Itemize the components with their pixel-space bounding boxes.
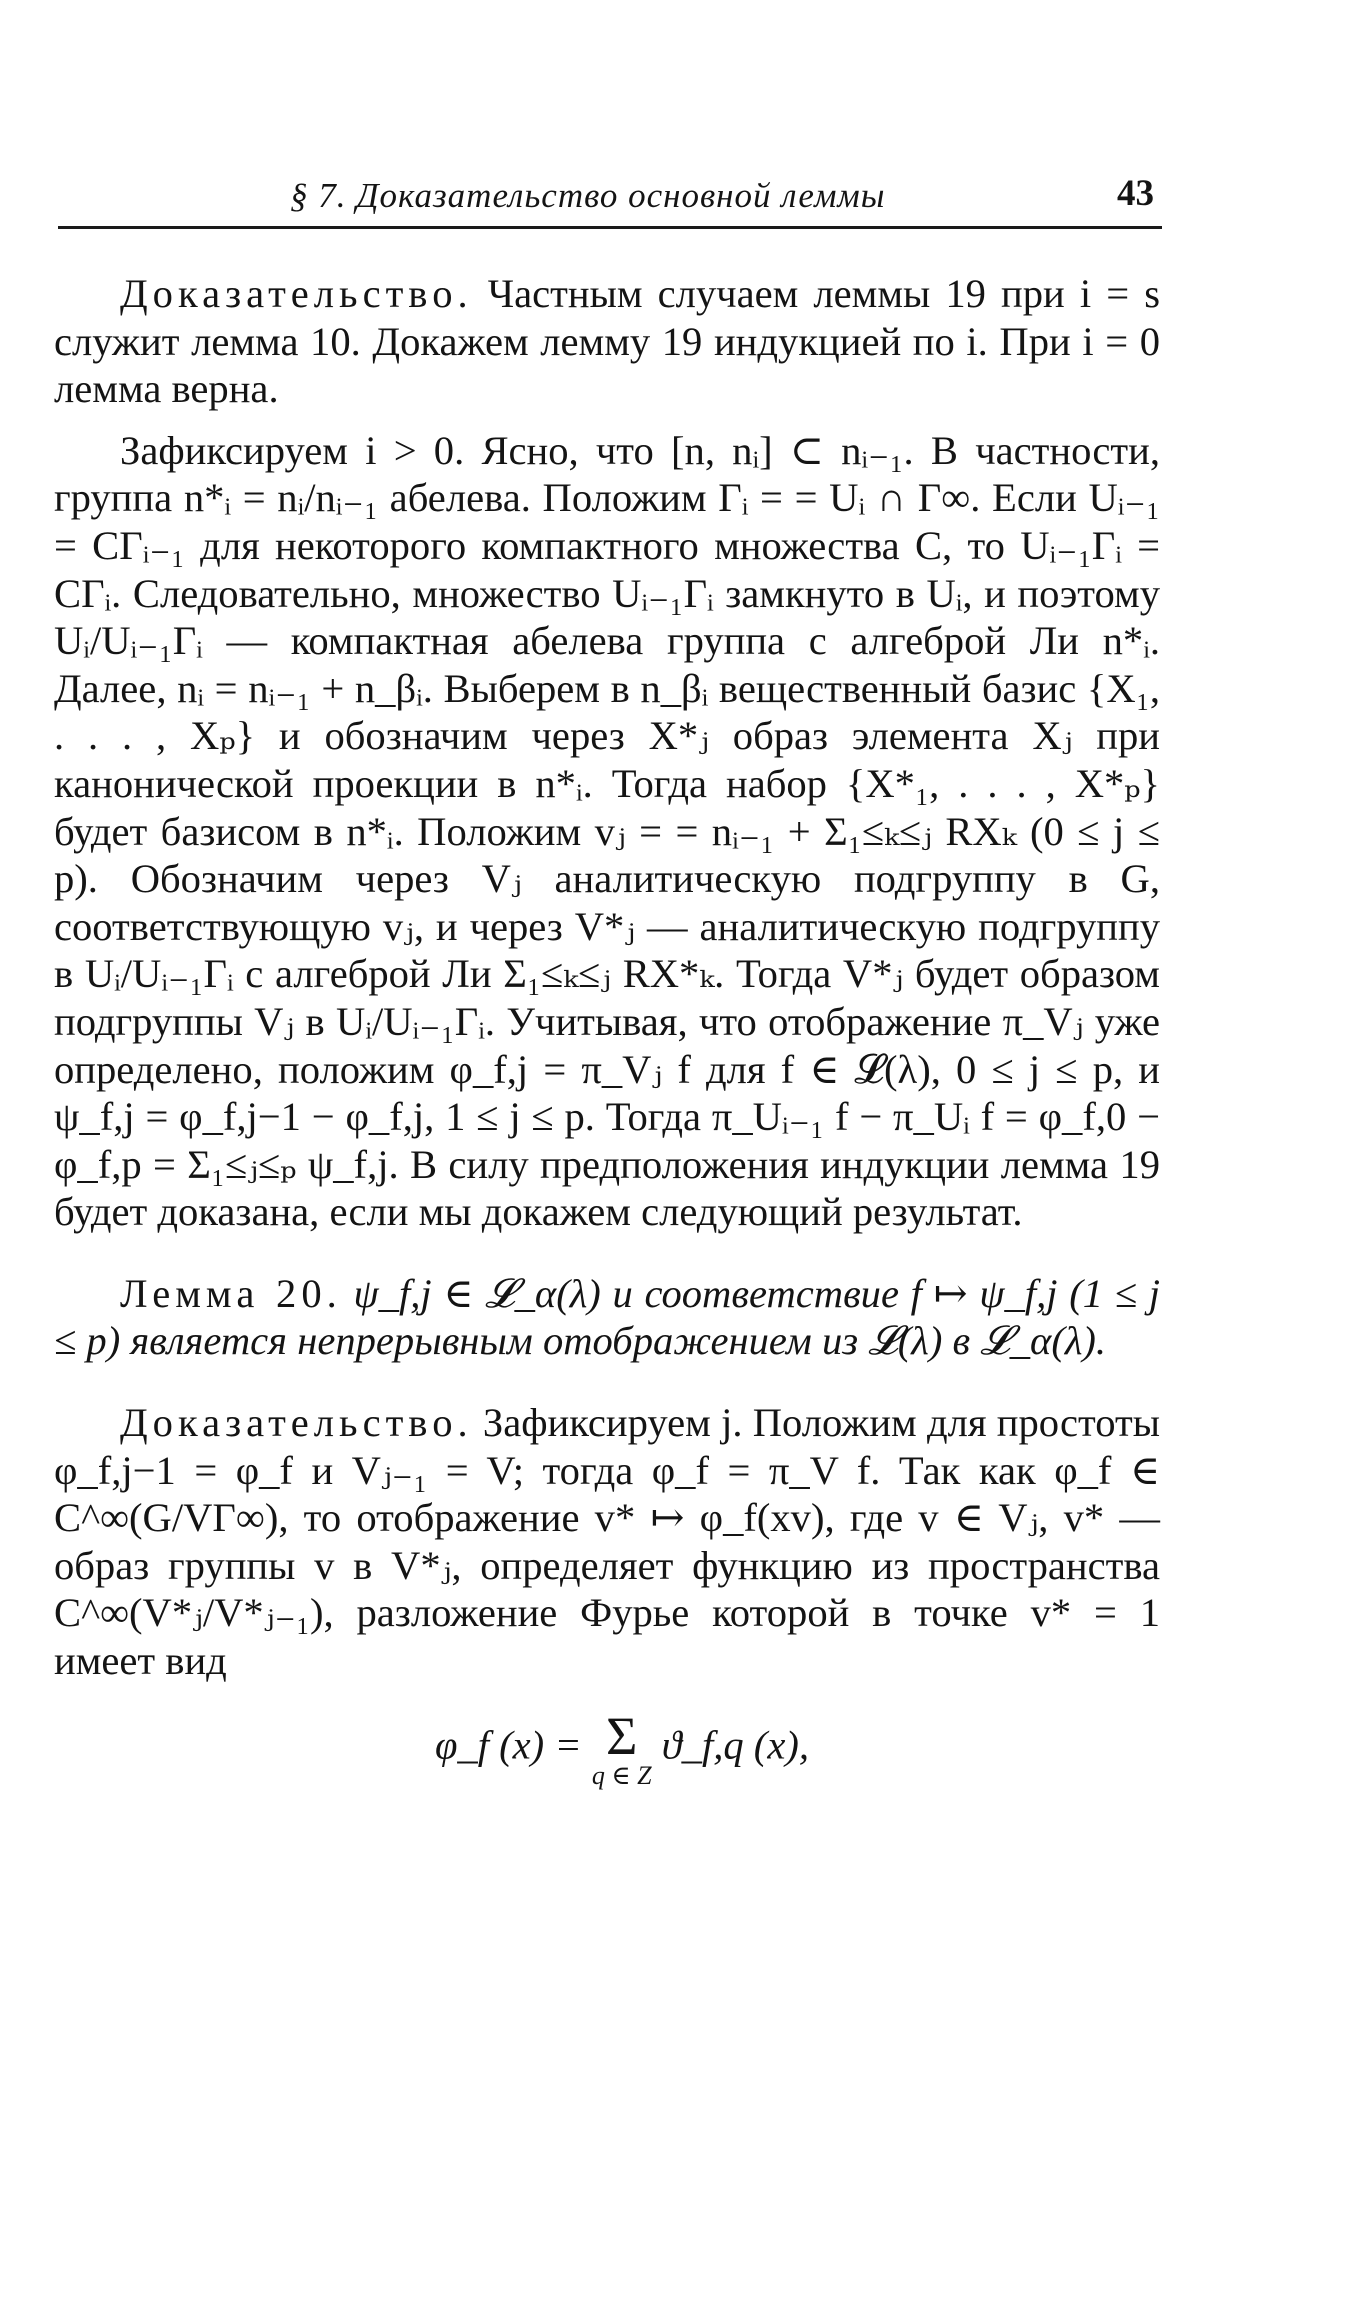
page-body xyxy=(54,270,1160,1789)
fourier-expansion-formula xyxy=(54,1705,1160,1790)
paragraph-text: Зафиксируем i > 0. Ясно, что [n, nᵢ] ⊂ nᵢ₋₁. В частности, группа n*ᵢ = nᵢ/nᵢ₋₁ абелева. Положим Γᵢ = = Uᵢ ∩ Γ∞. Если Uᵢ₋₁ = CΓᵢ₋₁ для некоторого компактного множества C, то Uᵢ₋₁Γᵢ = CΓᵢ. Следовательно, множество Uᵢ₋₁Γᵢ замкнуто в Uᵢ, и поэтому Uᵢ/Uᵢ₋₁Γᵢ — компактная абелева группа с алгеброй Ли n*ᵢ. Далее, nᵢ = nᵢ₋₁ + n_βᵢ. Выберем в n_βᵢ вещественный базис {X₁, . . . , Xₚ} и обозначим через X*ⱼ образ элемента Xⱼ при канонической проекции в n*ᵢ. Тогда набор {X*₁, . . . , X*ₚ} будет базисом в n*ᵢ. Положим vⱼ = = nᵢ₋₁ + Σ₁≤ₖ≤ⱼ RXₖ (0 ≤ j ≤ p). Обозначим через Vⱼ аналитическую подгруппу в G, соответствующую vⱼ, и через V*ⱼ — аналитическую подгруппу в Uᵢ/Uᵢ₋₁Γᵢ с алгеброй Ли Σ₁≤ₖ≤ⱼ RX*ₖ. Тогда V*ⱼ будет образом подгруппы Vⱼ в Uᵢ/Uᵢ₋₁Γᵢ. Учитывая, что отображение π_Vⱼ уже определено, положим φ_f,j = π_Vⱼ f для f ∈ 𝓛(λ), 0 ≤ j ≤ p, и ψ_f,j = φ_f,j−1 − φ_f,j, 1 ≤ j ≤ p. Тогда π_Uᵢ₋₁ f − π_Uᵢ f = φ_f,0 − φ_f,p = Σ₁≤ⱼ≤ₚ ψ_f,j. В силу предположения индукции лемма 19 будет доказана, если мы докажем следующий результат. xyxy=(54,427,1160,1235)
lemma-20-statement xyxy=(54,1270,1160,1365)
paragraph-proof-lemma-20 xyxy=(54,1399,1160,1685)
paragraph-proof-lemma-19 xyxy=(54,270,1160,413)
sum-index: q ∈ Z xyxy=(591,1760,652,1790)
proof-lead: Доказательство. xyxy=(120,1400,473,1446)
sum-sign: Σ xyxy=(606,1705,638,1766)
running-head xyxy=(58,170,1162,229)
page-number: 43 xyxy=(1117,173,1154,214)
paragraph-text: Частным случаем леммы 19 при i = s служит лемма 10. Докажем лемму 19 индукцией по i. При i = 0 лемма верна. xyxy=(54,271,1160,412)
paragraph-text: Зафиксируем j. Положим для простоты φ_f,j−1 = φ_f и Vⱼ₋₁ = V; тогда φ_f = π_V f. Так как φ_f ∈ C^∞(G/VΓ∞), то отображение v* ↦ φ_f(xv), где v ∈ Vⱼ, v* — образ группы v в V*ⱼ, определяет функцию из пространства C^∞(V*ⱼ/V*ⱼ₋₁), разложение Фурье которой в точке v* = 1 имеет вид xyxy=(54,1400,1160,1684)
proof-lead: Доказательство. xyxy=(120,271,473,316)
formula-rhs: ϑ_f,q (x), xyxy=(661,1721,809,1767)
lemma-lead: Лемма 20. xyxy=(120,1270,342,1316)
section-title: § 7. Доказательство основной леммы xyxy=(290,176,886,215)
paragraph-induction-step xyxy=(54,427,1160,1236)
lemma-text: ψ_f,j ∈ 𝓛_α(λ) и соответствие f ↦ ψ_f,j (1 ≤ j ≤ p) является непрерывным отображением из 𝓛(λ) в 𝓛_α(λ). xyxy=(54,1270,1160,1364)
formula-lhs: φ_f (x) = xyxy=(434,1721,582,1767)
summation xyxy=(591,1705,652,1790)
